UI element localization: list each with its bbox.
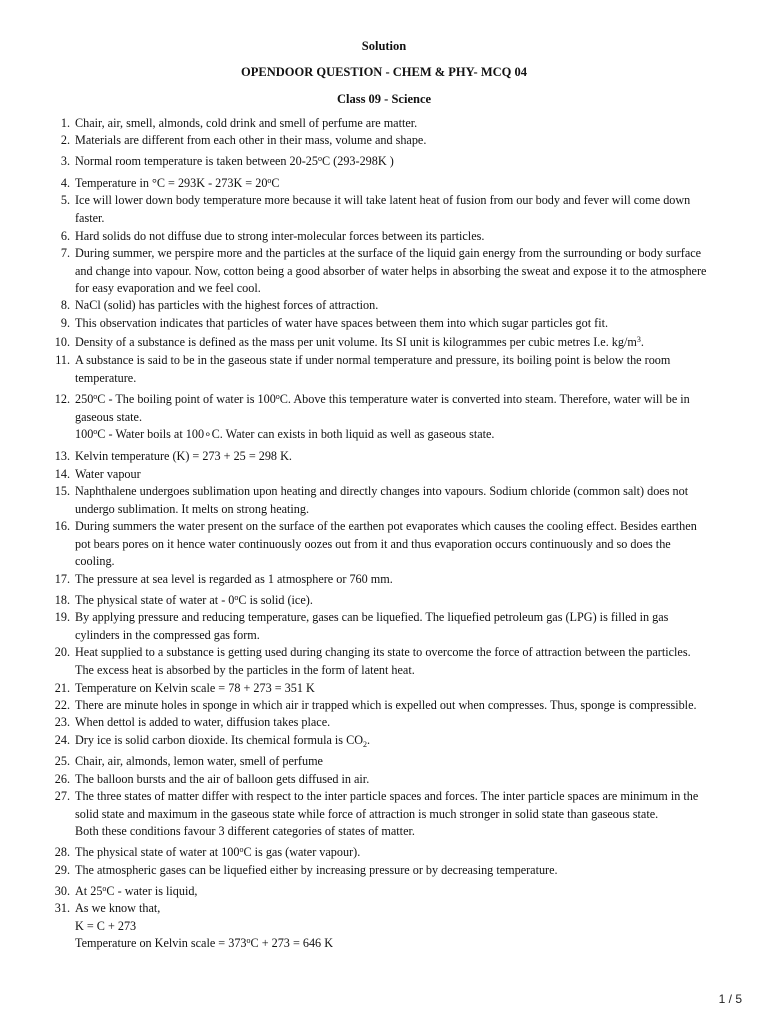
answer-line: Ice will lower down body temperature more because it will take latent heat of fusion from our body and fever will come down <box>75 193 691 207</box>
answer-line: A substance is said to be in the gaseous state if under normal temperature and pressure, its boiling point is below the room <box>75 353 671 367</box>
answer-number: 14. <box>54 467 70 481</box>
answer-line: cooling. <box>75 554 115 568</box>
page-number: 1 / 5 <box>718 992 742 1006</box>
answer-number: 3. <box>60 154 70 168</box>
answer-number: 28. <box>54 845 70 859</box>
superscript: o <box>318 154 322 163</box>
answer-text <box>75 466 735 484</box>
page-title: Solution <box>361 39 407 53</box>
answer-line: When dettol is added to water, diffusion takes place. <box>75 715 331 729</box>
answer-text <box>75 844 735 862</box>
page-subtitle: OPENDOOR QUESTION - CHEM & PHY- MCQ 04 <box>241 65 527 79</box>
answer-number: 27. <box>54 789 70 803</box>
answer-text <box>75 788 735 841</box>
answer-line: The physical state of water at - 0$^o$C is solid (ice). <box>75 593 313 607</box>
answer-line: cylinders in the compressed gas form. <box>75 627 260 642</box>
superscript: o <box>93 392 98 401</box>
answer-line: By applying pressure and reducing temperature, gases can be liquefied. The liquefied petroleum gas (LPG) is filled in gas <box>75 610 669 624</box>
answer-number: 1. <box>60 116 70 130</box>
answer-number: 22. <box>54 698 70 712</box>
answer-number: 13. <box>54 449 70 463</box>
superscript: o <box>239 845 244 854</box>
answer-number: 5. <box>60 193 70 207</box>
answer-line: 250$^o$C - The boiling point of water is 100$^o$C. Above this temperature water is converted into steam. Therefore, water will be in <box>75 392 690 406</box>
answer-text <box>75 609 735 644</box>
answer-number: 16. <box>54 519 70 533</box>
answer-line: for easy evaporation and we feel cool. <box>75 281 261 295</box>
answer-number: 4. <box>60 176 70 190</box>
answer-number: 6. <box>60 229 70 243</box>
subscript: 2 <box>363 740 368 749</box>
answer-number: 26. <box>54 772 70 786</box>
answer-number: 19. <box>54 610 70 624</box>
answer-text <box>75 391 735 444</box>
answer-text <box>75 753 735 771</box>
answer-number: 25. <box>54 754 70 768</box>
superscript: o <box>234 593 239 602</box>
answer-line: There are minute holes in sponge in which air ir trapped which is expelled out when compresses. Thus, sponge is compressible. <box>75 698 697 712</box>
answer-text <box>75 192 735 227</box>
answer-line: Water vapour <box>75 467 141 481</box>
superscript: o <box>246 936 251 945</box>
answer-line: Heat supplied to a substance is getting used during changing its state to overcome the force of attraction between the particles. <box>75 645 691 659</box>
answer-line: gaseous state. <box>75 409 143 424</box>
answer-line: Temperature in $^\circ C = 293K - 273K = 20^oC$ <box>75 176 280 190</box>
answer-line: Hard solids do not diffuse due to strong inter-molecular forces between its particles. <box>75 229 485 243</box>
answer-line: Normal room temperature is taken between 20-25$^o$C (293-298K ) <box>75 154 394 168</box>
answer-line: Materials are different from each other in their mass, volume and shape. <box>75 133 427 147</box>
answer-text <box>75 732 735 750</box>
superscript: o <box>275 392 280 401</box>
answer-line: undergo sublimation. It melts on strong heating. <box>75 501 310 516</box>
answer-line: NaCl (solid) has particles with the highest forces of attraction. <box>75 298 379 312</box>
answer-number: 11. <box>55 353 70 367</box>
answer-number: 24. <box>54 733 70 747</box>
answer-line: and change into vapour. Now, cotton being a good absorber of water helps in absorbing the sweat and expose it to the atmosphere <box>75 263 707 278</box>
answer-text <box>75 862 735 880</box>
answer-text <box>75 245 735 298</box>
answer-text <box>75 714 735 732</box>
answer-line: As we know that, <box>75 901 161 915</box>
answer-number: 21. <box>54 681 70 695</box>
answer-number: 18. <box>54 593 70 607</box>
answer-number: 12. <box>54 392 70 406</box>
answer-line: pot bears pores on it hence water continuously oozes out from it and thus evaporation occurs continuously and so does the <box>75 536 671 551</box>
answer-number: 10. <box>54 335 70 349</box>
answer-line: Both these conditions favour 3 different categories of states of matter. <box>75 824 415 838</box>
answer-line: Chair, air, almonds, lemon water, smell of perfume <box>75 754 323 768</box>
answer-number: 9. <box>60 316 70 330</box>
class-line: Class 09 - Science <box>336 92 432 106</box>
answer-line: Dry ice is solid carbon dioxide. Its chemical formula is $CO_2$. <box>75 733 371 749</box>
answer-text <box>75 900 735 953</box>
answer-line: 100$^o$C - Water boils at 100∘C. Water can exists in both liquid as well as gaseous state. <box>75 427 495 441</box>
answer-text <box>75 228 735 246</box>
answer-line: faster. <box>75 210 105 225</box>
answer-text <box>75 153 735 171</box>
answer-number: 23. <box>54 715 70 729</box>
answer-line: Naphthalene undergoes sublimation upon heating and directly changes into vapours. Sodium chloride (common salt) does not <box>75 484 689 498</box>
answer-number: 20. <box>54 645 70 659</box>
answer-line: temperature. <box>75 370 137 385</box>
answer-number: 29. <box>54 863 70 877</box>
answer-number: 7. <box>60 246 70 260</box>
answer-text <box>75 883 735 901</box>
superscript: o <box>93 427 98 436</box>
answer-line: The excess heat is absorbed by the particles in the form of latent heat. <box>75 662 415 677</box>
answer-number: 15. <box>54 484 70 498</box>
answer-line: Temperature on Kelvin scale = $373^oC + 273 = 646$ K <box>75 936 333 950</box>
answer-text <box>75 518 735 571</box>
answer-text <box>75 352 735 387</box>
answer-text <box>75 115 735 133</box>
answer-number: 30. <box>54 884 70 898</box>
answer-text <box>75 571 735 589</box>
answer-line: Chair, air, smell, almonds, cold drink and smell of perfume are matter. <box>75 116 418 130</box>
answer-line: The pressure at sea level is regarded as 1 atmosphere or 760 mm. <box>75 572 393 586</box>
answer-line: During summer, we perspire more and the particles at the surface of the liquid gain energy from the surrounding or body surface <box>75 246 702 260</box>
answer-line: Density of a substance is defined as the mass per unit volume. Its SI unit is kilogrammes per cubic metres I.e. $kg/m^3$. <box>75 335 644 349</box>
answer-line: This observation indicates that particles of water have spaces between them into which sugar particles got fit. <box>75 316 609 330</box>
answer-number: 31. <box>54 901 70 915</box>
answer-text <box>75 644 735 679</box>
answer-text <box>75 448 735 466</box>
superscript: o <box>267 176 272 185</box>
superscript: 3 <box>636 335 641 344</box>
answer-line: During summers the water present on the surface of the earthen pot evaporates which causes the cooling effect. Besides earthen <box>75 519 697 533</box>
answer-number: 8. <box>60 298 70 312</box>
answer-line: The three states of matter differ with respect to the inter particle spaces and forces. The inter particle spaces are minimum in the <box>75 789 699 803</box>
answer-line: solid state and maximum in the gaseous state while force of attraction is much stronger in solid state than gaseous state. <box>75 806 659 821</box>
answer-line: At 25$^o$C - water is liquid, <box>75 884 198 898</box>
answer-line: The balloon bursts and the air of balloon gets diffused in air. <box>75 772 370 786</box>
answer-line: Temperature on Kelvin scale = 78 + 273 = 351 K <box>75 681 315 695</box>
answer-line: K = C + 273 <box>75 918 137 933</box>
answer-line: The physical state of water at 100$^o$C is gas (water vapour). <box>75 845 361 859</box>
answer-text <box>75 680 735 698</box>
superscript: o <box>102 884 107 893</box>
answer-text <box>75 334 735 352</box>
answer-text <box>75 483 735 518</box>
answer-text <box>75 771 735 789</box>
answer-text <box>75 297 735 315</box>
answer-text <box>75 175 735 193</box>
answer-text <box>75 315 735 333</box>
answer-text <box>75 697 735 715</box>
answer-text <box>75 592 735 610</box>
answer-text <box>75 132 735 150</box>
answer-line: Kelvin temperature (K) = 273 + 25 = 298 K. <box>75 449 292 463</box>
answer-line: The atmospheric gases can be liquefied either by increasing pressure or by decreasing temperature. <box>75 863 558 877</box>
answer-number: 17. <box>54 572 70 586</box>
answer-number: 2. <box>60 133 70 147</box>
